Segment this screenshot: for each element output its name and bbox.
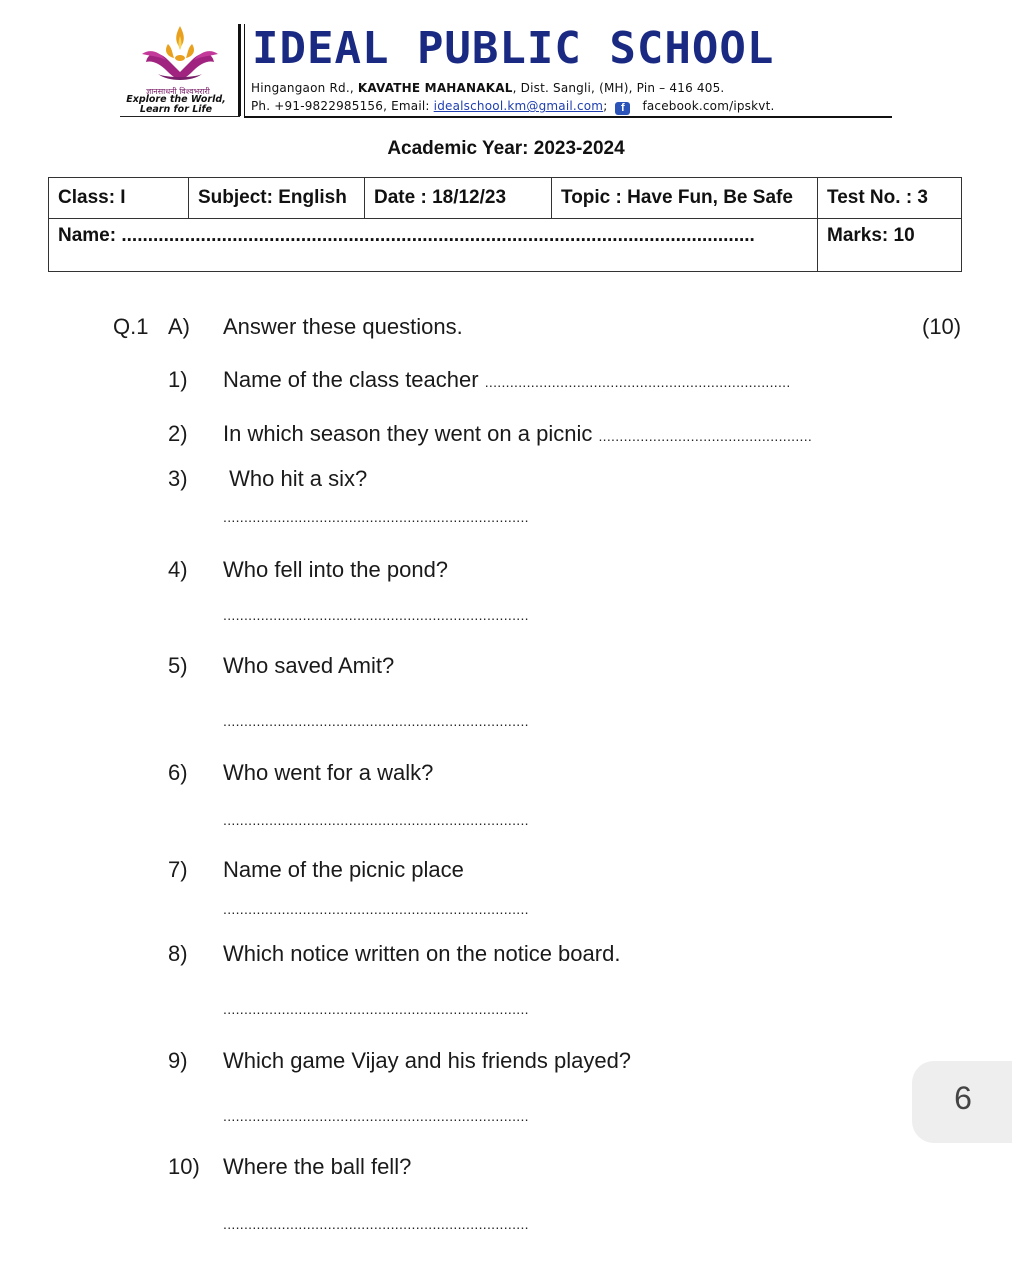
question-1-label: Name of the class teacher [223,367,485,392]
facebook-icon: f [615,102,630,115]
tagline-underline [120,116,240,117]
question-6-answer-line[interactable]: ......................................................................... [223,812,529,828]
tagline [118,95,234,115]
question-3-text: Who hit a six? [223,466,368,491]
academic-year: Academic Year: 2023-2024 [387,138,625,159]
question-number: Q.1 [113,314,149,339]
address-prefix: Hingangaon Rd., [251,81,358,95]
question-5-number: 5) [168,653,188,678]
question-9-number: 9) [168,1048,188,1073]
address-suffix: , Dist. Sangli, (MH), Pin – 416 405. [512,81,725,95]
student-name-cell[interactable] [49,219,818,272]
school-name: IDEAL PUBLIC SCHOOL [252,23,775,74]
question-4-number: 4) [168,557,188,582]
question-10-text: Where the ball fell? [223,1154,412,1179]
name-dots: ........................................................................................................................ [121,225,755,246]
question-2-answer-line[interactable]: ................................................... [598,428,813,444]
date-cell: Date : 18/12/23 [365,178,552,219]
topic-cell: Topic : Have Fun, Be Safe [552,178,818,219]
question-1-number: 1) [168,367,188,392]
question-5-answer-line[interactable]: ......................................................................... [223,713,529,729]
question-1-text [223,367,791,393]
question-8-text: Which notice written on the notice board. [223,941,621,966]
question-3-number: 3) [168,466,188,491]
question-10-number: 10) [168,1154,200,1179]
tagline-line-2: Learn for Life [139,104,213,115]
question-2-label: In which season they went on a picnic [223,421,599,446]
school-logo [138,22,222,86]
header-divider-thin [244,24,245,116]
address-town: KAVATHE MAHANAKAL [357,81,513,95]
question-8-answer-line[interactable]: ......................................................................... [223,1001,529,1017]
header-divider-thick [238,24,241,116]
class-cell: Class: I [49,178,189,219]
question-3-answer-line[interactable]: ......................................................................... [223,509,529,525]
question-7-number: 7) [168,857,188,882]
section-title: Answer these questions. [223,314,463,339]
header-rule [244,116,892,118]
facebook-link[interactable]: facebook.com/ipskvt. [642,99,775,113]
tagline-hindi: ज्ञानसाधनी विश्वभरारी [146,87,210,96]
question-7-answer-line[interactable]: ......................................................................... [223,901,529,917]
school-contact [251,99,775,115]
question-4-text: Who fell into the pond? [223,557,449,582]
question-4-answer-line[interactable]: ......................................................................... [223,607,529,623]
test-number-cell: Test No. : 3 [818,178,962,219]
marks-cell: Marks: 10 [818,219,962,272]
question-9-text: Which game Vijay and his friends played? [223,1048,632,1073]
email-link[interactable]: idealschool.km@gmail.com [433,99,604,113]
name-label: Name: [58,225,122,246]
question-1-answer-line[interactable]: ......................................................................... [484,374,791,390]
section-marks: (10) [922,314,962,339]
question-5-text: Who saved Amit? [223,653,395,678]
test-info-table [48,177,962,272]
question-8-number: 8) [168,941,188,966]
subject-cell: Subject: English [189,178,365,219]
email-suffix: ; [603,99,608,113]
question-2-text [223,421,812,447]
phone-text: Ph. +91-9822985156, Email: [251,99,434,113]
school-address [251,81,724,95]
question-9-answer-line[interactable]: ......................................................................... [223,1108,529,1124]
tagline-line-1: Explore the World, [126,94,226,105]
section-letter: A) [168,314,190,339]
question-7-text: Name of the picnic place [223,857,464,882]
question-2-number: 2) [168,421,188,446]
question-6-number: 6) [168,760,188,785]
question-6-text: Who went for a walk? [223,760,434,785]
question-10-answer-line[interactable]: ......................................................................... [223,1216,529,1232]
page-number: 6 [954,1080,972,1116]
